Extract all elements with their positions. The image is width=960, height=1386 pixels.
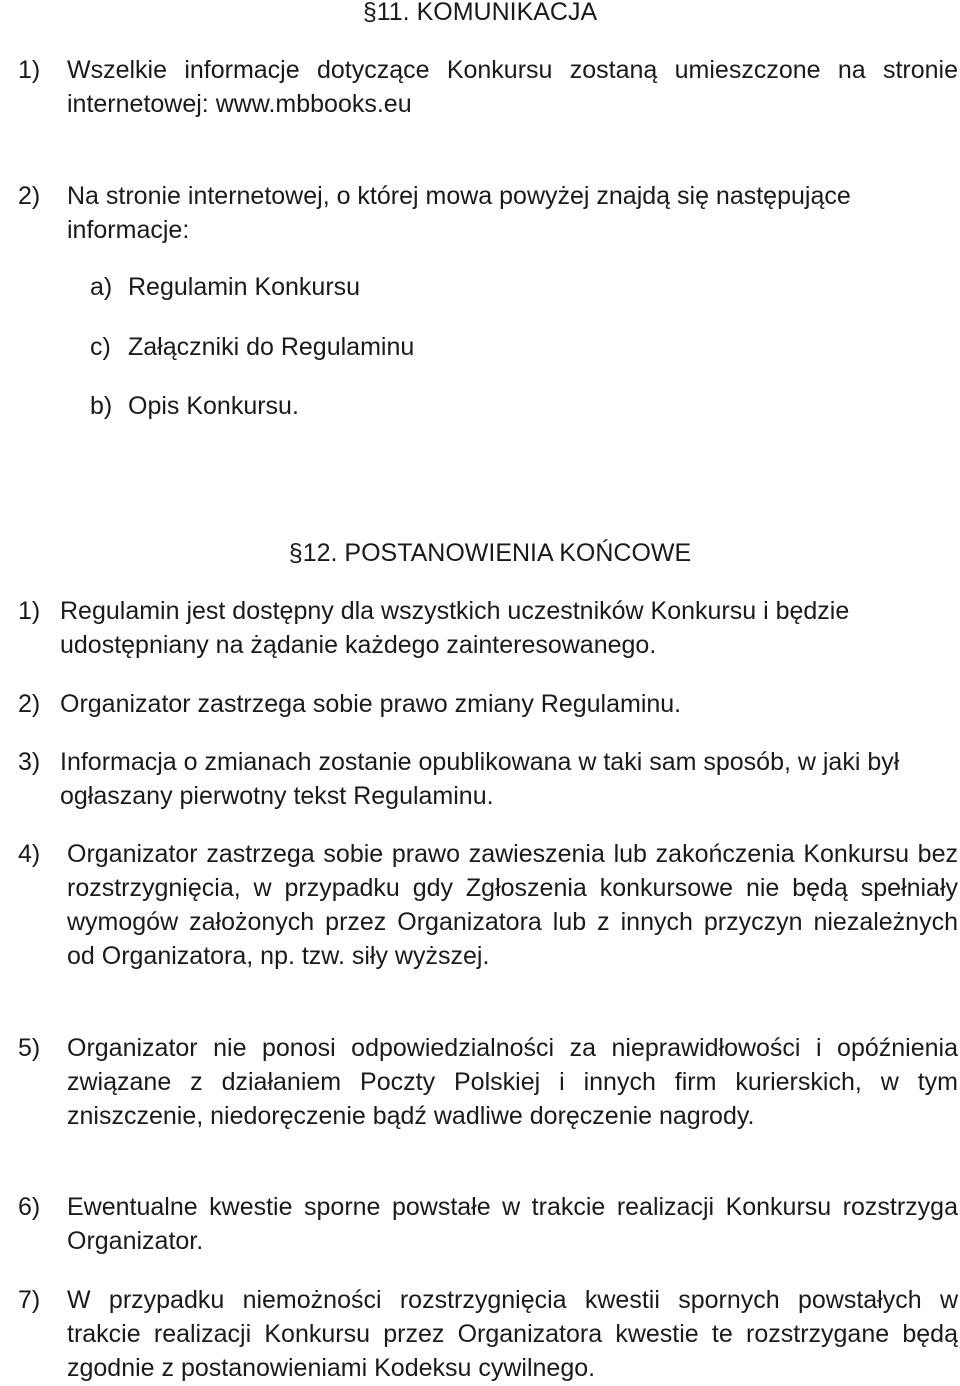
item-number: 2) xyxy=(18,690,41,718)
item-text: Organizator zastrzega sobie prawo zawieszenia lub zakończenia Konkursu bez rozstrzygnięcia, w przypadku gdy Zgłoszenia konkursowe nie będą spełniały wymogów założonych przez Organizatora lub z innych przyczyn niezależnych od Organizatora, np. tzw. siły wyższej. xyxy=(67,840,958,970)
item-number: 3) xyxy=(18,748,41,776)
item-number: 7) xyxy=(18,1286,41,1314)
item-text: Organizator nie ponosi odpowiedzialności za nieprawidłowości i opóźnienia związane z działaniem Poczty Polskiej i innych firm kurierskich, w tym zniszczenie, niedoręczenie bądź wadliwe doręczenie nagrody. xyxy=(67,1034,958,1130)
item-text: Na stronie internetowej, o której mowa powyżej znajdą się następujące informacje: xyxy=(67,182,851,244)
section-12-item-7 xyxy=(18,1283,958,1385)
item-number: 1) xyxy=(18,56,41,84)
section-12-item-5 xyxy=(18,1031,958,1133)
item-text: Ewentualne kwestie sporne powstałe w trakcie realizacji Konkursu rozstrzyga Organizator. xyxy=(67,1193,958,1255)
item-text: Regulamin jest dostępny dla wszystkich uczestników Konkursu i będzie udostępniany na żądanie każdego zainteresowanego. xyxy=(60,597,850,659)
section-11-item-1 xyxy=(18,53,958,121)
section-11-heading: §11. KOMUNIKACJA xyxy=(362,0,598,26)
subitem-letter: b) xyxy=(90,392,113,420)
section-11-subitem-c xyxy=(90,330,414,364)
item-number: 4) xyxy=(18,840,41,868)
section-12-item-3 xyxy=(18,745,958,813)
item-text: Informacja o zmianach zostanie opublikowana w taki sam sposób, w jaki był ogłaszany pierwotny tekst Regulaminu. xyxy=(60,748,900,810)
section-11-subitem-a xyxy=(90,270,360,304)
subitem-text: Regulamin Konkursu xyxy=(128,273,361,301)
item-number: 6) xyxy=(18,1193,41,1221)
item-number: 5) xyxy=(18,1034,41,1062)
section-11-subitem-b xyxy=(90,389,299,423)
section-12-item-2 xyxy=(18,687,958,721)
item-text: Wszelkie informacje dotyczące Konkursu zostaną umieszczone na stronie internetowej: www.mbbooks.eu xyxy=(67,56,958,118)
subitem-letter: c) xyxy=(90,333,111,361)
item-text: W przypadku niemożności rozstrzygnięcia kwestii spornych powstałych w trakcie realizacji Konkursu przez Organizatora kwestie te rozstrzygane będą zgodnie z postanowieniami Kodeksu cywilnego. xyxy=(67,1286,958,1382)
section-12-heading: §12. POSTANOWIENIA KOŃCOWE xyxy=(288,539,692,567)
item-number: 1) xyxy=(18,597,41,625)
item-text: Organizator zastrzega sobie prawo zmiany Regulaminu. xyxy=(60,690,682,718)
section-12-item-1 xyxy=(18,594,958,662)
section-12-item-6 xyxy=(18,1190,958,1258)
item-number: 2) xyxy=(18,182,41,210)
subitem-text: Opis Konkursu. xyxy=(128,392,299,420)
subitem-letter: a) xyxy=(90,273,113,301)
subitem-text: Załączniki do Regulaminu xyxy=(128,333,415,361)
section-11-item-2 xyxy=(18,179,958,247)
section-12-item-4 xyxy=(18,837,958,973)
